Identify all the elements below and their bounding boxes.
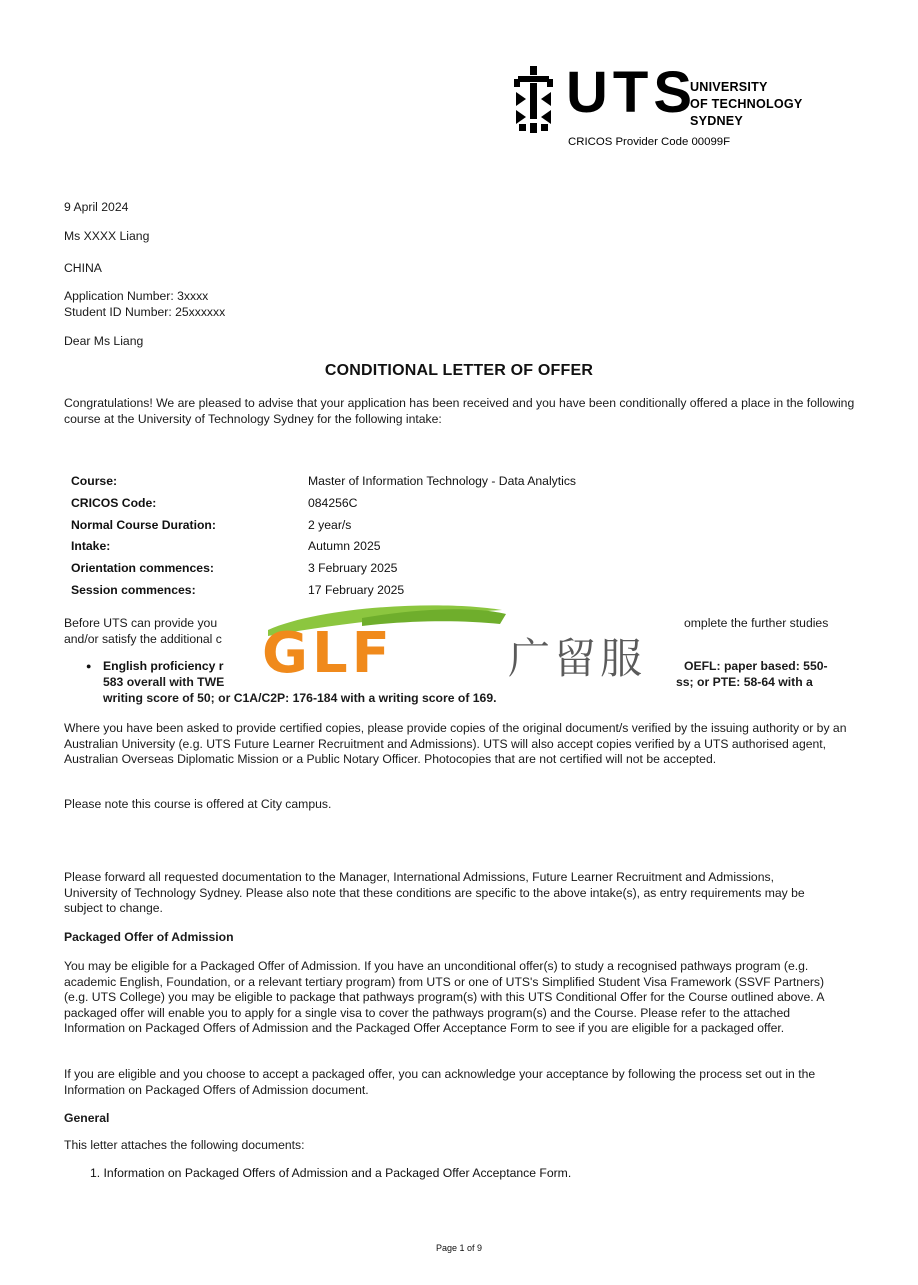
condition-text-right-1: OEFL: paper based: 550- xyxy=(684,659,828,673)
uts-crest-icon xyxy=(514,66,554,136)
application-number: Application Number: 3xxxx xyxy=(64,289,209,303)
packaged-offer-heading: Packaged Offer of Admission xyxy=(64,930,234,944)
list-item: ● English proficiency r xyxy=(64,659,854,675)
watermark xyxy=(262,602,672,690)
cricos-provider-code: CRICOS Provider Code 00099F xyxy=(568,136,731,148)
attachments-intro: This letter attaches the following documents: xyxy=(64,1138,305,1152)
salutation: Dear Ms Liang xyxy=(64,334,144,348)
packaged-offer-paragraph-2: If you are eligible and you choose to accept a packaged offer, you can acknowledge your acceptance by following the process set out in the Information on Packaged Offers of Admission document. xyxy=(64,1067,816,1097)
letter-date: 9 April 2024 xyxy=(64,200,129,214)
list-item: 1. Information on Packaged Offers of Admission and a Packaged Offer Acceptance Form. xyxy=(90,1166,572,1180)
watermark-latin: GLF xyxy=(262,621,394,686)
table-row: Orientation commences: 3 February 2025 xyxy=(71,561,398,576)
letter-title: CONDITIONAL LETTER OF OFFER xyxy=(324,362,594,379)
campus-note: Please note this course is offered at City campus. xyxy=(64,797,332,811)
logo-university-name: UNIVERSITY OF TECHNOLOGY SYDNEY xyxy=(690,80,803,128)
forward-docs-paragraph: Please forward all requested documentation to the Manager, International Admissions, Future Learner Recruitment and Admissions, University of Technology Sydney. Please also note that these conditions are specific to the above intake(s), as entry requirements may be subject to change. xyxy=(64,870,805,916)
watermark-chinese: 广留服 xyxy=(508,634,647,683)
condition-text-right-2: ss; or PTE: 58-64 with a xyxy=(676,675,813,689)
condition-text-left-2: 583 overall with TWE xyxy=(103,675,225,689)
table-row: CRICOS Code: 084256C xyxy=(71,495,358,510)
conditions-text-right: omplete the further studies xyxy=(684,616,829,630)
attachments-list xyxy=(64,1166,571,1182)
packaged-offer-paragraph-1: You may be eligible for a Packaged Offer of Admission. If you have an unconditional offer(s) to study a recognised pathways program (e.g. academic English, Foundation, or a relevant tertiary program) from UTS or one of UTS's Simplified Student Visa Framework (SSVF Partners) (e.g. UTS College) you may be eligible to package that pathways program(s) with this UTS Conditional Offer for the Course outlined above. A packaged offer will enable you to apply for a single visa to cover the pathways program(s) and the Course. Please refer to the attached Information on Packaged Offers of Admission and the Packaged Offer Acceptance Form to see if you are eligible for a packaged offer. xyxy=(64,959,825,1036)
logo-wordmark: UTS xyxy=(566,60,697,125)
conditions-text-left: Before UTS can provide you xyxy=(64,616,218,630)
recipient-name: Ms XXXX Liang xyxy=(64,229,150,243)
table-row: Intake: Autumn 2025 xyxy=(71,539,381,554)
intro-paragraph: Congratulations! We are pleased to advise that your application has been received and you have been conditionally offered a place in the following course at the University of Technology Sydney for the following intake: xyxy=(64,396,855,426)
uts-logo xyxy=(514,60,814,152)
conditions-text-line2: and/or satisfy the additional c xyxy=(64,632,222,646)
certified-copies-paragraph: Where you have been asked to provide certified copies, please provide copies of the original document/s verified by the issuing authority or by an Australian University (e.g. UTS Future Learner Recruitment and Admissions). UTS will also accept copies verified by a UTS authorised agent, Australian Overseas Diplomatic Mission or a Public Notary Officer. Photocopies that are not certified will not be accepted. xyxy=(64,721,847,767)
condition-text-line3: writing score of 50; or C1A/C2P: 176-184 with a writing score of 169. xyxy=(103,691,497,705)
table-row: Course: Master of Information Technology - Data Analytics xyxy=(71,474,577,488)
student-id: Student ID Number: 25xxxxxx xyxy=(64,305,226,319)
table-row: Normal Course Duration: 2 year/s xyxy=(71,517,352,532)
table-row: Session commences: 17 February 2025 xyxy=(71,582,405,597)
course-details-table xyxy=(64,474,576,605)
general-heading: General xyxy=(64,1111,110,1125)
page-number: Page 1 of 9 xyxy=(435,1243,483,1253)
recipient-country: CHINA xyxy=(64,261,102,275)
